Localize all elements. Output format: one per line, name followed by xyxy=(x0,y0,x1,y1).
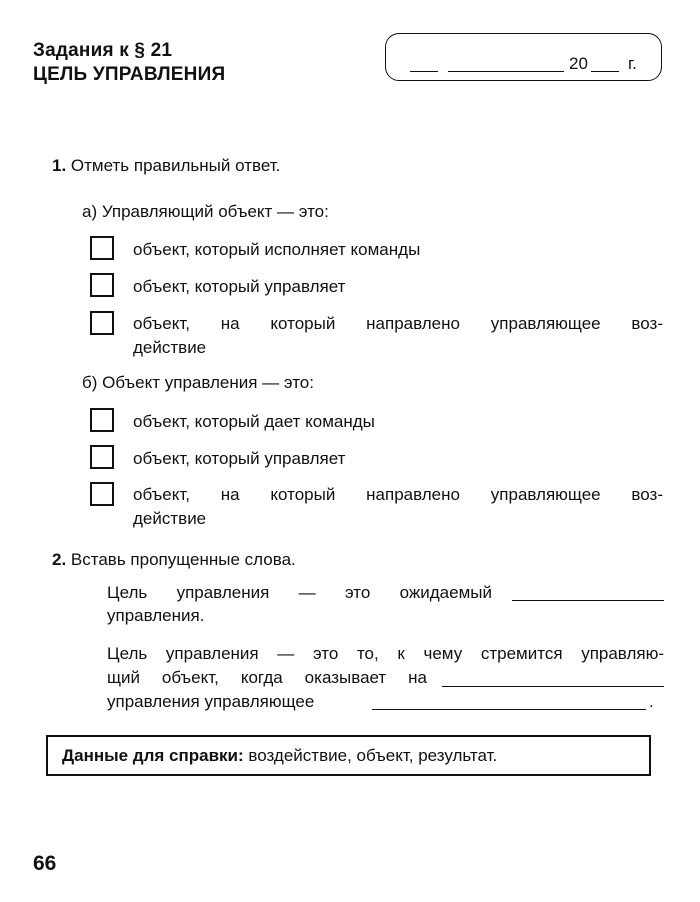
date-suffix: г. xyxy=(628,54,637,73)
reference-label: Данные для справки: xyxy=(62,746,244,765)
option-a3 xyxy=(133,312,663,360)
option-b3-line1: объект, на который направлено управляющее воз- xyxy=(133,485,663,504)
option-b1-text: объект, который дает команды xyxy=(133,412,375,431)
option-b3 xyxy=(133,483,663,531)
option-b3-line2: действие xyxy=(133,509,207,528)
blank-2[interactable] xyxy=(442,686,664,687)
option-a2 xyxy=(133,275,345,299)
checkbox-a1[interactable] xyxy=(90,236,114,260)
option-a1 xyxy=(133,238,663,262)
task1-part-a-label: а) Управляющий объект — это: xyxy=(82,202,329,221)
task2-sentence2-line2: щий объект, когда оказывает на xyxy=(107,668,427,687)
task2-number: 2. xyxy=(52,550,67,569)
option-a2-text: объект, который управляет xyxy=(133,277,346,296)
task2-sentence2-line3: управления управляющее xyxy=(107,692,315,711)
option-b2-text: объект, который управляет xyxy=(133,449,346,468)
checkbox-b3[interactable] xyxy=(90,482,114,506)
task2-heading xyxy=(52,550,296,570)
blank-3[interactable] xyxy=(372,709,646,710)
date-year-blank[interactable] xyxy=(591,71,619,72)
option-b1 xyxy=(133,410,375,434)
checkbox-a2[interactable] xyxy=(90,273,114,297)
option-a3-line2: действие xyxy=(133,338,207,357)
task2-sentence2-line1: Цель управления — это то, к чему стремится управляю- xyxy=(107,644,664,663)
blank-1[interactable] xyxy=(512,600,664,601)
option-a3-line1: объект, на который направлено управляющее воз- xyxy=(133,314,663,333)
topic-title: ЦЕЛЬ УПРАВЛЕНИЯ xyxy=(33,64,226,85)
date-month-blank[interactable] xyxy=(448,71,564,72)
date-box xyxy=(385,33,662,81)
checkbox-b2[interactable] xyxy=(90,445,114,469)
task2-sentence1-start: Цель управления — это ожидаемый xyxy=(107,583,492,602)
date-day-blank[interactable] xyxy=(410,71,438,72)
task1-number: 1. xyxy=(52,156,67,175)
task1-heading xyxy=(52,156,280,176)
task1-instruction: Отметь правильный ответ. xyxy=(70,156,281,175)
option-a1-text: объект, который исполняет команды xyxy=(133,240,421,259)
checkbox-a3[interactable] xyxy=(90,311,114,335)
checkbox-b1[interactable] xyxy=(90,408,114,432)
task2-sentence2-period: . xyxy=(649,692,654,711)
reference-box xyxy=(46,735,651,776)
task2-instruction: Вставь пропущенные слова. xyxy=(70,550,296,569)
reference-words: воздействие, объект, результат. xyxy=(248,746,498,765)
task1-part-b-label: б) Объект управления — это: xyxy=(82,373,314,392)
page-number: 66 xyxy=(33,852,57,875)
option-b2 xyxy=(133,447,345,471)
section-title: Задания к § 21 xyxy=(33,40,173,61)
date-year-prefix: 20 xyxy=(569,54,588,73)
task2-sentence1-end: управления. xyxy=(107,606,205,625)
